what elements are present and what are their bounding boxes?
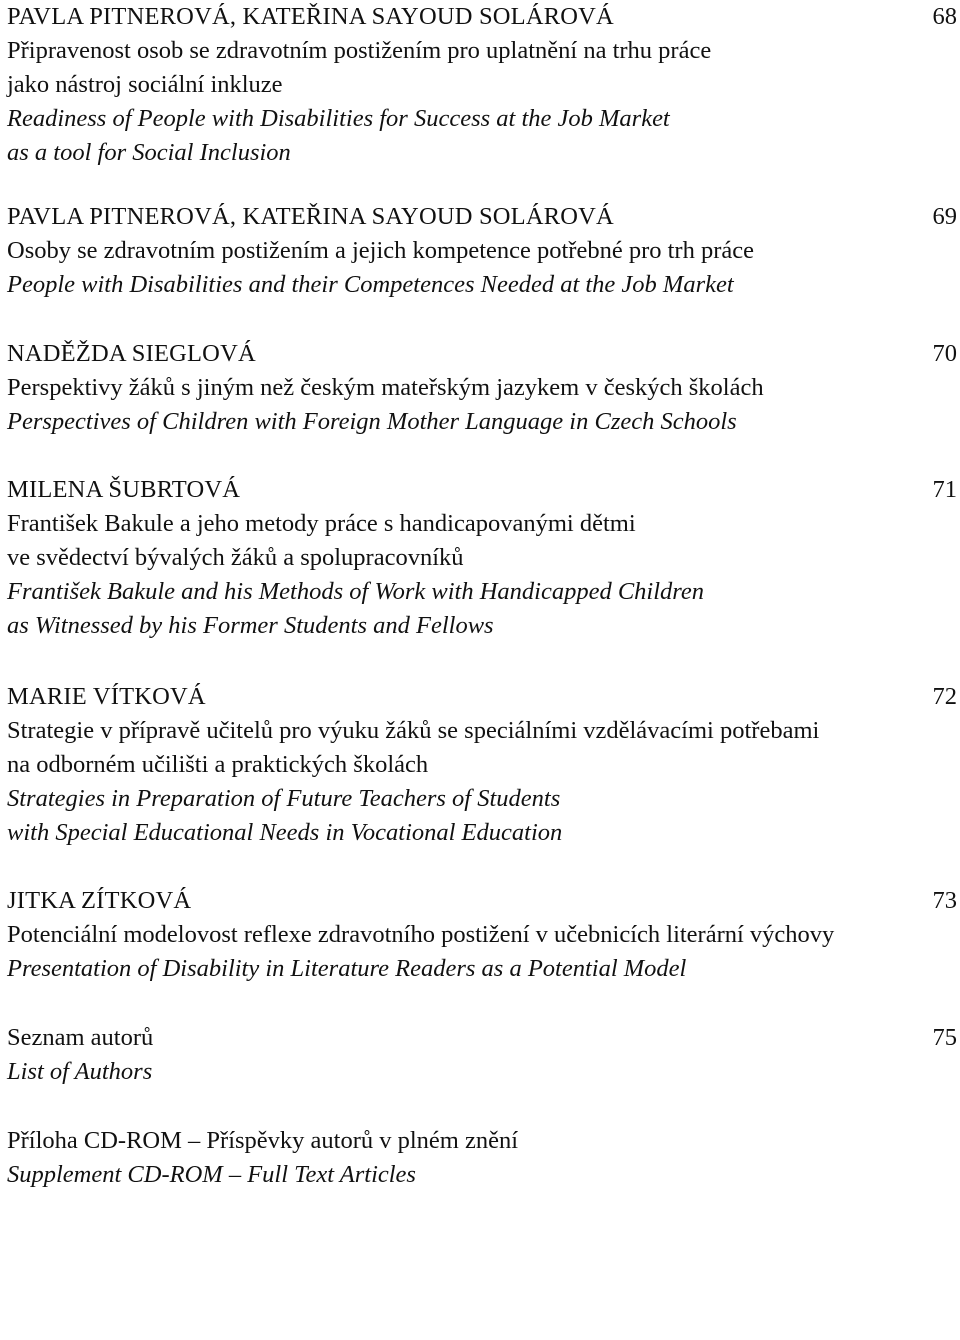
toc-title-english: People with Disabilities and their Competences Needed at the Job Market [7, 271, 734, 298]
toc-page-number: 75 [932, 1024, 957, 1051]
toc-page-number: 70 [932, 340, 957, 367]
toc-entry-heading: PAVLA PITNEROVÁ, KATEŘINA SAYOUD SOLÁROVÁ [7, 203, 614, 230]
toc-entry-heading: MILENA ŠUBRTOVÁ [7, 476, 241, 503]
toc-entry-heading: Příloha CD-ROM – Příspěvky autorů v plném znění [7, 1127, 519, 1154]
toc-title-czech: Osoby se zdravotním postižením a jejich kompetence potřebné pro trh práce [7, 237, 754, 264]
toc-title-czech: na odborném učilišti a praktických školách [7, 751, 429, 778]
toc-entry [7, 680, 957, 850]
toc-entry [7, 0, 957, 170]
toc-entry-heading: NADĚŽDA SIEGLOVÁ [7, 340, 256, 367]
toc-title-english: Perspectives of Children with Foreign Mother Language in Czech Schools [7, 408, 737, 435]
toc-entry-heading: PAVLA PITNEROVÁ, KATEŘINA SAYOUD SOLÁROVÁ [7, 3, 614, 30]
toc-title-czech: jako nástroj sociální inkluze [7, 71, 283, 98]
toc-title-czech: Strategie v přípravě učitelů pro výuku žáků se speciálními vzdělávacími potřebami [7, 717, 820, 744]
toc-title-czech: Připravenost osob se zdravotním postižením pro uplatnění na trhu práce [7, 37, 712, 64]
toc-entry-heading: MARIE VÍTKOVÁ [7, 683, 206, 710]
toc-title-czech: František Bakule a jeho metody práce s handicapovanými dětmi [7, 510, 636, 537]
toc-title-czech: ve svědectví bývalých žáků a spolupracovníků [7, 544, 464, 571]
toc-page-number: 73 [932, 887, 957, 914]
toc-entry [7, 1021, 957, 1089]
toc-entry [7, 200, 957, 302]
toc-title-english: as a tool for Social Inclusion [7, 139, 291, 166]
toc-page-number: 68 [932, 3, 957, 30]
toc-title-czech: Perspektivy žáků s jiným než českým mateřským jazykem v českých školách [7, 374, 764, 401]
toc-page-number: 69 [932, 203, 957, 230]
toc-entry [7, 884, 957, 986]
toc-title-english: Readiness of People with Disabilities for Success at the Job Market [7, 105, 670, 132]
toc-title-english: as Witnessed by his Former Students and Fellows [7, 612, 494, 639]
toc-title-czech: Potenciální modelovost reflexe zdravotního postižení v učebnicích literární výchovy [7, 921, 835, 948]
toc-title-english: List of Authors [7, 1058, 153, 1085]
toc-entry [7, 473, 957, 643]
toc-page-number: 72 [932, 683, 957, 710]
toc-title-english: František Bakule and his Methods of Work with Handicapped Children [7, 578, 705, 605]
toc-entry-heading: JITKA ZÍTKOVÁ [7, 887, 192, 914]
toc-entry-heading: Seznam autorů [7, 1024, 154, 1051]
toc-entry [7, 337, 957, 439]
toc-title-english: Supplement CD-ROM – Full Text Articles [7, 1161, 416, 1188]
toc-title-english: Strategies in Preparation of Future Teachers of Students [7, 785, 561, 812]
toc-page-number: 71 [932, 476, 957, 503]
toc-title-english: with Special Educational Needs in Vocational Education [7, 819, 563, 846]
toc-entry [7, 1124, 957, 1192]
toc-title-english: Presentation of Disability in Literature Readers as a Potential Model [7, 955, 687, 982]
